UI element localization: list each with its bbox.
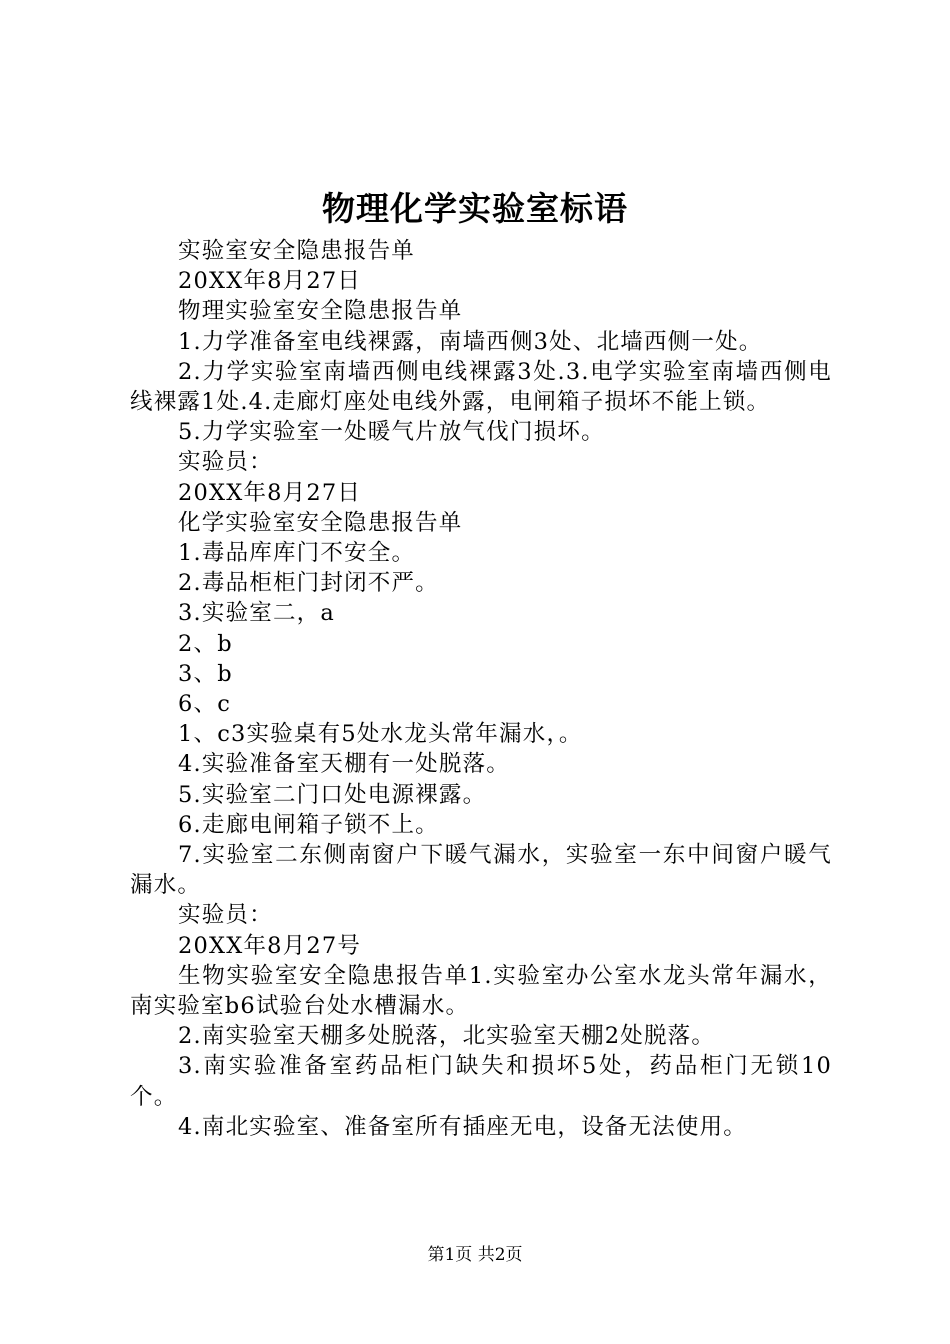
document-title: 物理化学实验室标语 xyxy=(322,189,628,228)
document-body xyxy=(130,236,832,1142)
page-footer: 第1页 共2页 xyxy=(427,1245,523,1265)
paragraph: 生物实验室安全隐患报告单1.实验室办公室水龙头常年漏水，南实验室b6试验台处水槽漏水。 xyxy=(130,962,832,1020)
paragraph: 5.力学实验室一处暖气片放气伐门损坏。 xyxy=(178,419,605,446)
paragraph: 20XX年8月27日 xyxy=(178,479,362,506)
paragraph: 实验室安全隐患报告单 xyxy=(178,238,416,264)
paragraph: 4.实验准备室天棚有一处脱落。 xyxy=(178,751,510,778)
paragraph: 2.南实验室天棚多处脱落，北实验室天棚2处脱落。 xyxy=(178,1023,716,1050)
paragraph: 1.力学准备室电线裸露，南墙西侧3处、北墙西侧一处。 xyxy=(178,328,763,355)
paragraph: 4.南北实验室、准备室所有插座无电，设备无法使用。 xyxy=(178,1113,747,1140)
paragraph: 3.实验室二，a xyxy=(178,600,335,627)
paragraph: 1、c3实验桌有5处水龙头常年漏水，。 xyxy=(178,721,583,748)
paragraph: 7.实验室二东侧南窗户下暖气漏水，实验室一东中间窗户暖气漏水。 xyxy=(130,842,832,899)
paragraph: 6、c xyxy=(178,691,232,718)
paragraph: 化学实验室安全隐患报告单 xyxy=(178,509,463,536)
paragraph: 3、b xyxy=(178,660,233,687)
paragraph: 2.力学实验室南墙西侧电线裸露3处.3.电学实验室南墙西侧电线裸露1处.4.走廊灯座处电线外露，电闸箱子损坏不能上锁。 xyxy=(130,358,832,416)
paragraph: 5.实验室二门口处电源裸露。 xyxy=(178,781,487,808)
paragraph: 2、b xyxy=(178,630,233,657)
paragraph: 物理实验室安全隐患报告单 xyxy=(178,298,463,325)
paragraph: 3.南实验准备室药品柜门缺失和损坏5处，药品柜门无锁10个。 xyxy=(130,1053,832,1110)
paragraph: 2.毒品柜柜门封闭不严。 xyxy=(178,570,439,597)
paragraph: 20XX年8月27号 xyxy=(178,932,362,959)
paragraph: 实验员： xyxy=(178,902,273,929)
paragraph: 1.毒品库库门不安全。 xyxy=(178,540,416,567)
paragraph: 实验员： xyxy=(178,449,273,476)
paragraph: 6.走廊电闸箱子锁不上。 xyxy=(178,811,439,838)
paragraph: 20XX年8月27日 xyxy=(178,268,362,295)
